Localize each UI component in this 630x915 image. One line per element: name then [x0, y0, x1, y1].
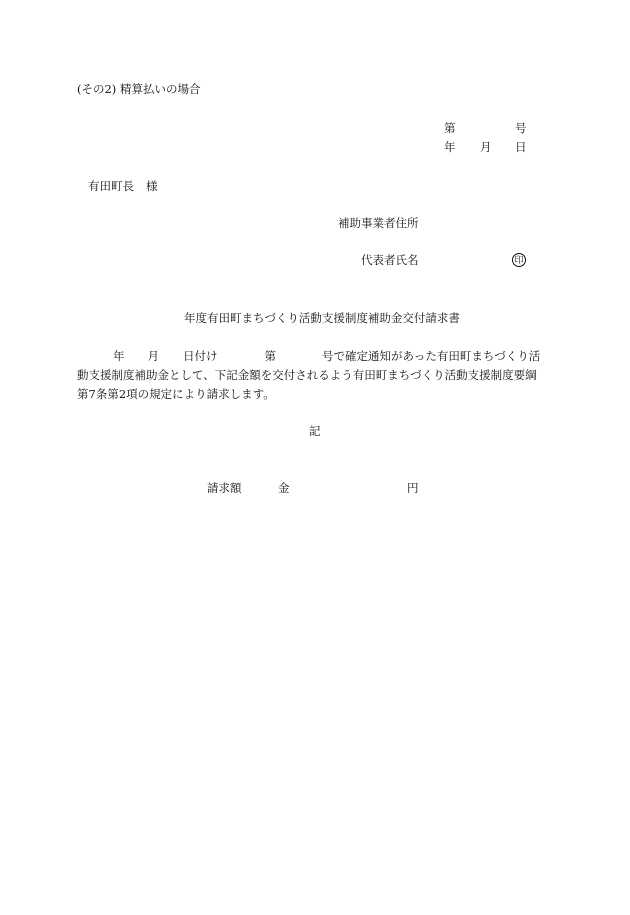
addressee-honorific: 様 — [146, 179, 158, 193]
claim-yen: 円 — [407, 481, 419, 495]
body-month: 月 — [147, 349, 159, 363]
body-line-2: 動支援制度補助金として、下記金額を交付されるよう有田町まちづくり活動支援制度要綱 — [77, 368, 537, 382]
document-title: 年度有田町まちづくり活動支援制度補助金交付請求書 — [184, 311, 460, 325]
claim-kin: 金 — [278, 481, 290, 495]
case-label: (その2) 精算払いの場合 — [77, 82, 201, 96]
document-number-dai: 第 — [444, 121, 456, 135]
date-month: 月 — [480, 140, 492, 154]
claim-amount-label: 請求額 — [207, 481, 242, 495]
ki-heading: 記 — [309, 424, 321, 438]
document-number-gou: 号 — [515, 121, 527, 135]
applicant-address-label: 補助事業者住所 — [338, 216, 419, 230]
body-dai: 第 — [264, 349, 276, 363]
date-day: 日 — [515, 140, 527, 154]
seal-mark: 印 — [512, 253, 526, 267]
body-paragraph — [77, 347, 555, 404]
representative-name-label: 代表者氏名 — [361, 253, 419, 267]
date-year: 年 — [444, 140, 456, 154]
body-line-1 — [77, 347, 555, 366]
body-dated: 日付け — [183, 349, 218, 363]
body-line-3: 第7条第2項の規定により請求します。 — [77, 387, 275, 401]
body-year: 年 — [113, 349, 125, 363]
addressee-name: 有田町長 — [88, 179, 134, 193]
body-line-1-rest: 号で確定通知があった有田町まちづくり活 — [322, 349, 541, 363]
